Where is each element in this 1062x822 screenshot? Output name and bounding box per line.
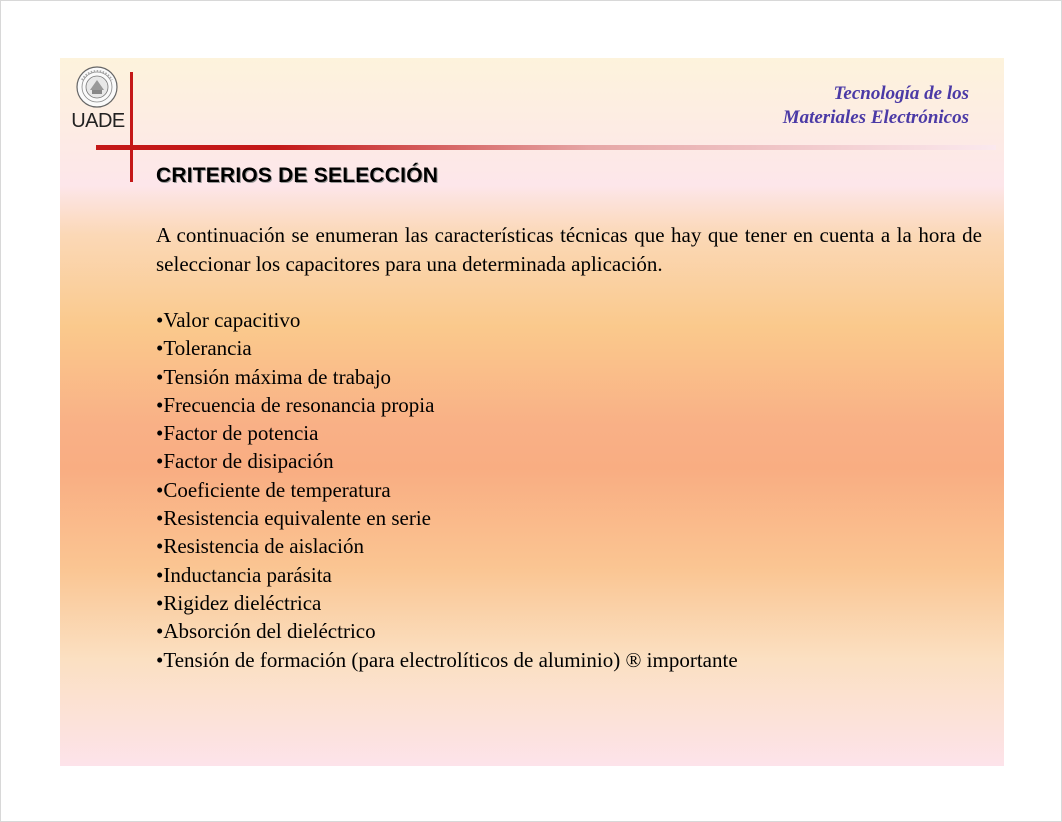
uade-seal-icon bbox=[76, 66, 118, 108]
logo-text: UADE bbox=[71, 110, 125, 132]
list-item: •Resistencia equivalente en serie bbox=[156, 506, 431, 531]
accent-horizontal-line bbox=[96, 145, 996, 150]
course-title bbox=[709, 82, 969, 130]
list-item: •Factor de disipación bbox=[156, 449, 334, 474]
list-item: •Coeficiente de temperatura bbox=[156, 477, 391, 502]
uade-logo bbox=[70, 66, 126, 132]
course-title-line2: Materiales Electrónicos bbox=[782, 107, 969, 128]
accent-vertical-line bbox=[130, 72, 133, 182]
list-item: •Resistencia de aislación bbox=[156, 534, 364, 559]
criteria-list bbox=[156, 306, 738, 674]
list-item: •Factor de potencia bbox=[156, 421, 319, 446]
list-item: •Absorción del dieléctrico bbox=[156, 619, 376, 644]
list-item: •Valor capacitivo bbox=[156, 308, 301, 332]
list-item: •Inductancia parásita bbox=[156, 562, 332, 587]
slide-heading: CRITERIOS DE SELECCIÓN bbox=[156, 164, 439, 187]
list-item: •Rigidez dieléctrica bbox=[156, 590, 322, 615]
list-item: •Tolerancia bbox=[156, 336, 252, 361]
list-item: •Frecuencia de resonancia propia bbox=[156, 392, 435, 417]
list-item: •Tensión máxima de trabajo bbox=[156, 364, 392, 389]
slide bbox=[60, 58, 1004, 766]
course-title-line1: Tecnología de los bbox=[833, 83, 969, 104]
intro-paragraph: A continuación se enumeran las características técnicas que hay que tener en cuenta a la hora de seleccionar los capacitores para una determinada aplicación. bbox=[156, 223, 982, 276]
list-item: •Tensión de formación (para electrolíticos de aluminio) ® importante bbox=[156, 647, 738, 672]
